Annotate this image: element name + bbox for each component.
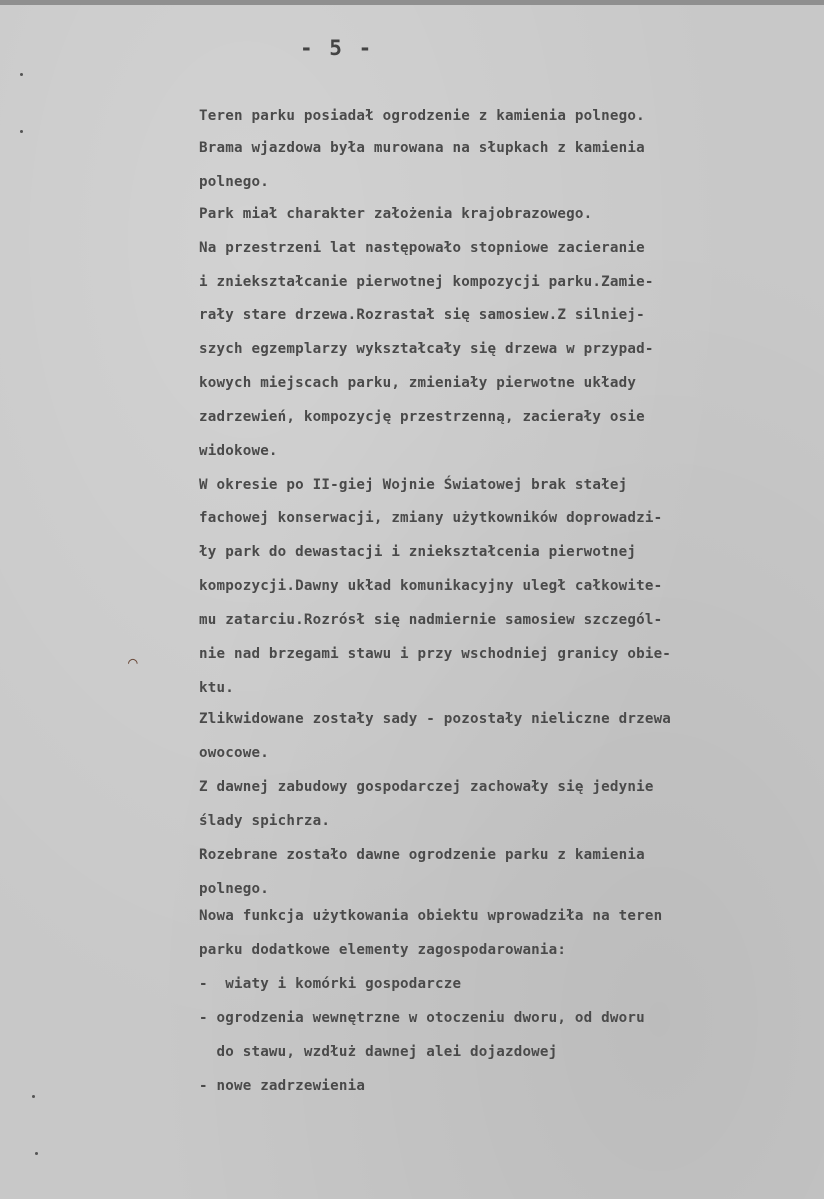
text-line-10: zadrzewień, kompozycję przestrzenną, zacierały osie — [199, 409, 645, 425]
text-line-26: parku dodatkowe elementy zagospodarowania: — [199, 942, 567, 958]
text-line-5: Na przestrzeni lat następowało stopniowe zacieranie — [199, 240, 645, 256]
text-line-23: Rozebrane zostało dawne ogrodzenie parku z kamienia — [199, 847, 645, 863]
text-line-25: Nowa funkcja użytkowania obiektu wprowadziła na teren — [199, 908, 663, 924]
text-line-13: fachowej konserwacji, zmiany użytkowników doprowadzi- — [199, 510, 663, 526]
text-line-19: Zlikwidowane zostały sady - pozostały nieliczne drzewa — [199, 711, 672, 727]
text-line-8: szych egzemplarzy wykształcały się drzewa w przypad- — [199, 341, 654, 357]
text-line-4: Park miał charakter założenia krajobrazowego. — [199, 206, 593, 222]
scan-speck — [32, 1095, 35, 1098]
text-line-12: W okresie po II-giej Wojnie Światowej brak stałej — [199, 477, 628, 493]
scan-top-edge — [0, 0, 824, 5]
text-line-17: nie nad brzegami stawu i przy wschodniej granicy obie- — [199, 646, 672, 662]
text-line-16: mu zatarciu.Rozrósł się nadmiernie samosiew szczegól- — [199, 612, 663, 628]
text-line-1: Teren parku posiadał ogrodzenie z kamienia polnego. — [199, 108, 645, 124]
text-line-6: i zniekształcanie pierwotnej kompozycji parku.Zamie- — [199, 274, 654, 290]
scan-speck — [20, 73, 23, 76]
bullet-item-2: - ogrodzenia wewnętrzne w otoczeniu dworu, od dworu — [199, 1010, 645, 1026]
text-line-7: rały stare drzewa.Rozrastał się samosiew.Z silniej- — [199, 307, 645, 323]
page-number: - 5 - — [300, 36, 374, 60]
text-line-21: Z dawnej zabudowy gospodarczej zachowały się jedynie — [199, 779, 654, 795]
text-line-20: owocowe. — [199, 745, 269, 761]
text-line-2: Brama wjazdowa była murowana na słupkach z kamienia — [199, 140, 645, 156]
bullet-item-1: - wiaty i komórki gospodarcze — [199, 976, 462, 992]
text-line-22: ślady spichrza. — [199, 813, 331, 829]
text-line-18: ktu. — [199, 680, 234, 696]
pen-mark: ⌒ — [128, 652, 138, 671]
bullet-item-2-continuation: do stawu, wzdłuż dawnej alei dojazdowej — [199, 1044, 558, 1060]
scan-speck — [20, 130, 23, 133]
text-line-15: kompozycji.Dawny układ komunikacyjny uległ całkowite- — [199, 578, 663, 594]
text-line-3: polnego. — [199, 174, 269, 190]
scan-speck — [35, 1152, 38, 1155]
text-line-9: kowych miejscach parku, zmieniały pierwotne układy — [199, 375, 637, 391]
text-line-24: polnego. — [199, 881, 269, 897]
bullet-item-3: - nowe zadrzewienia — [199, 1078, 366, 1094]
text-line-11: widokowe. — [199, 443, 278, 459]
text-line-14: ły park do dewastacji i zniekształcenia pierwotnej — [199, 544, 637, 560]
